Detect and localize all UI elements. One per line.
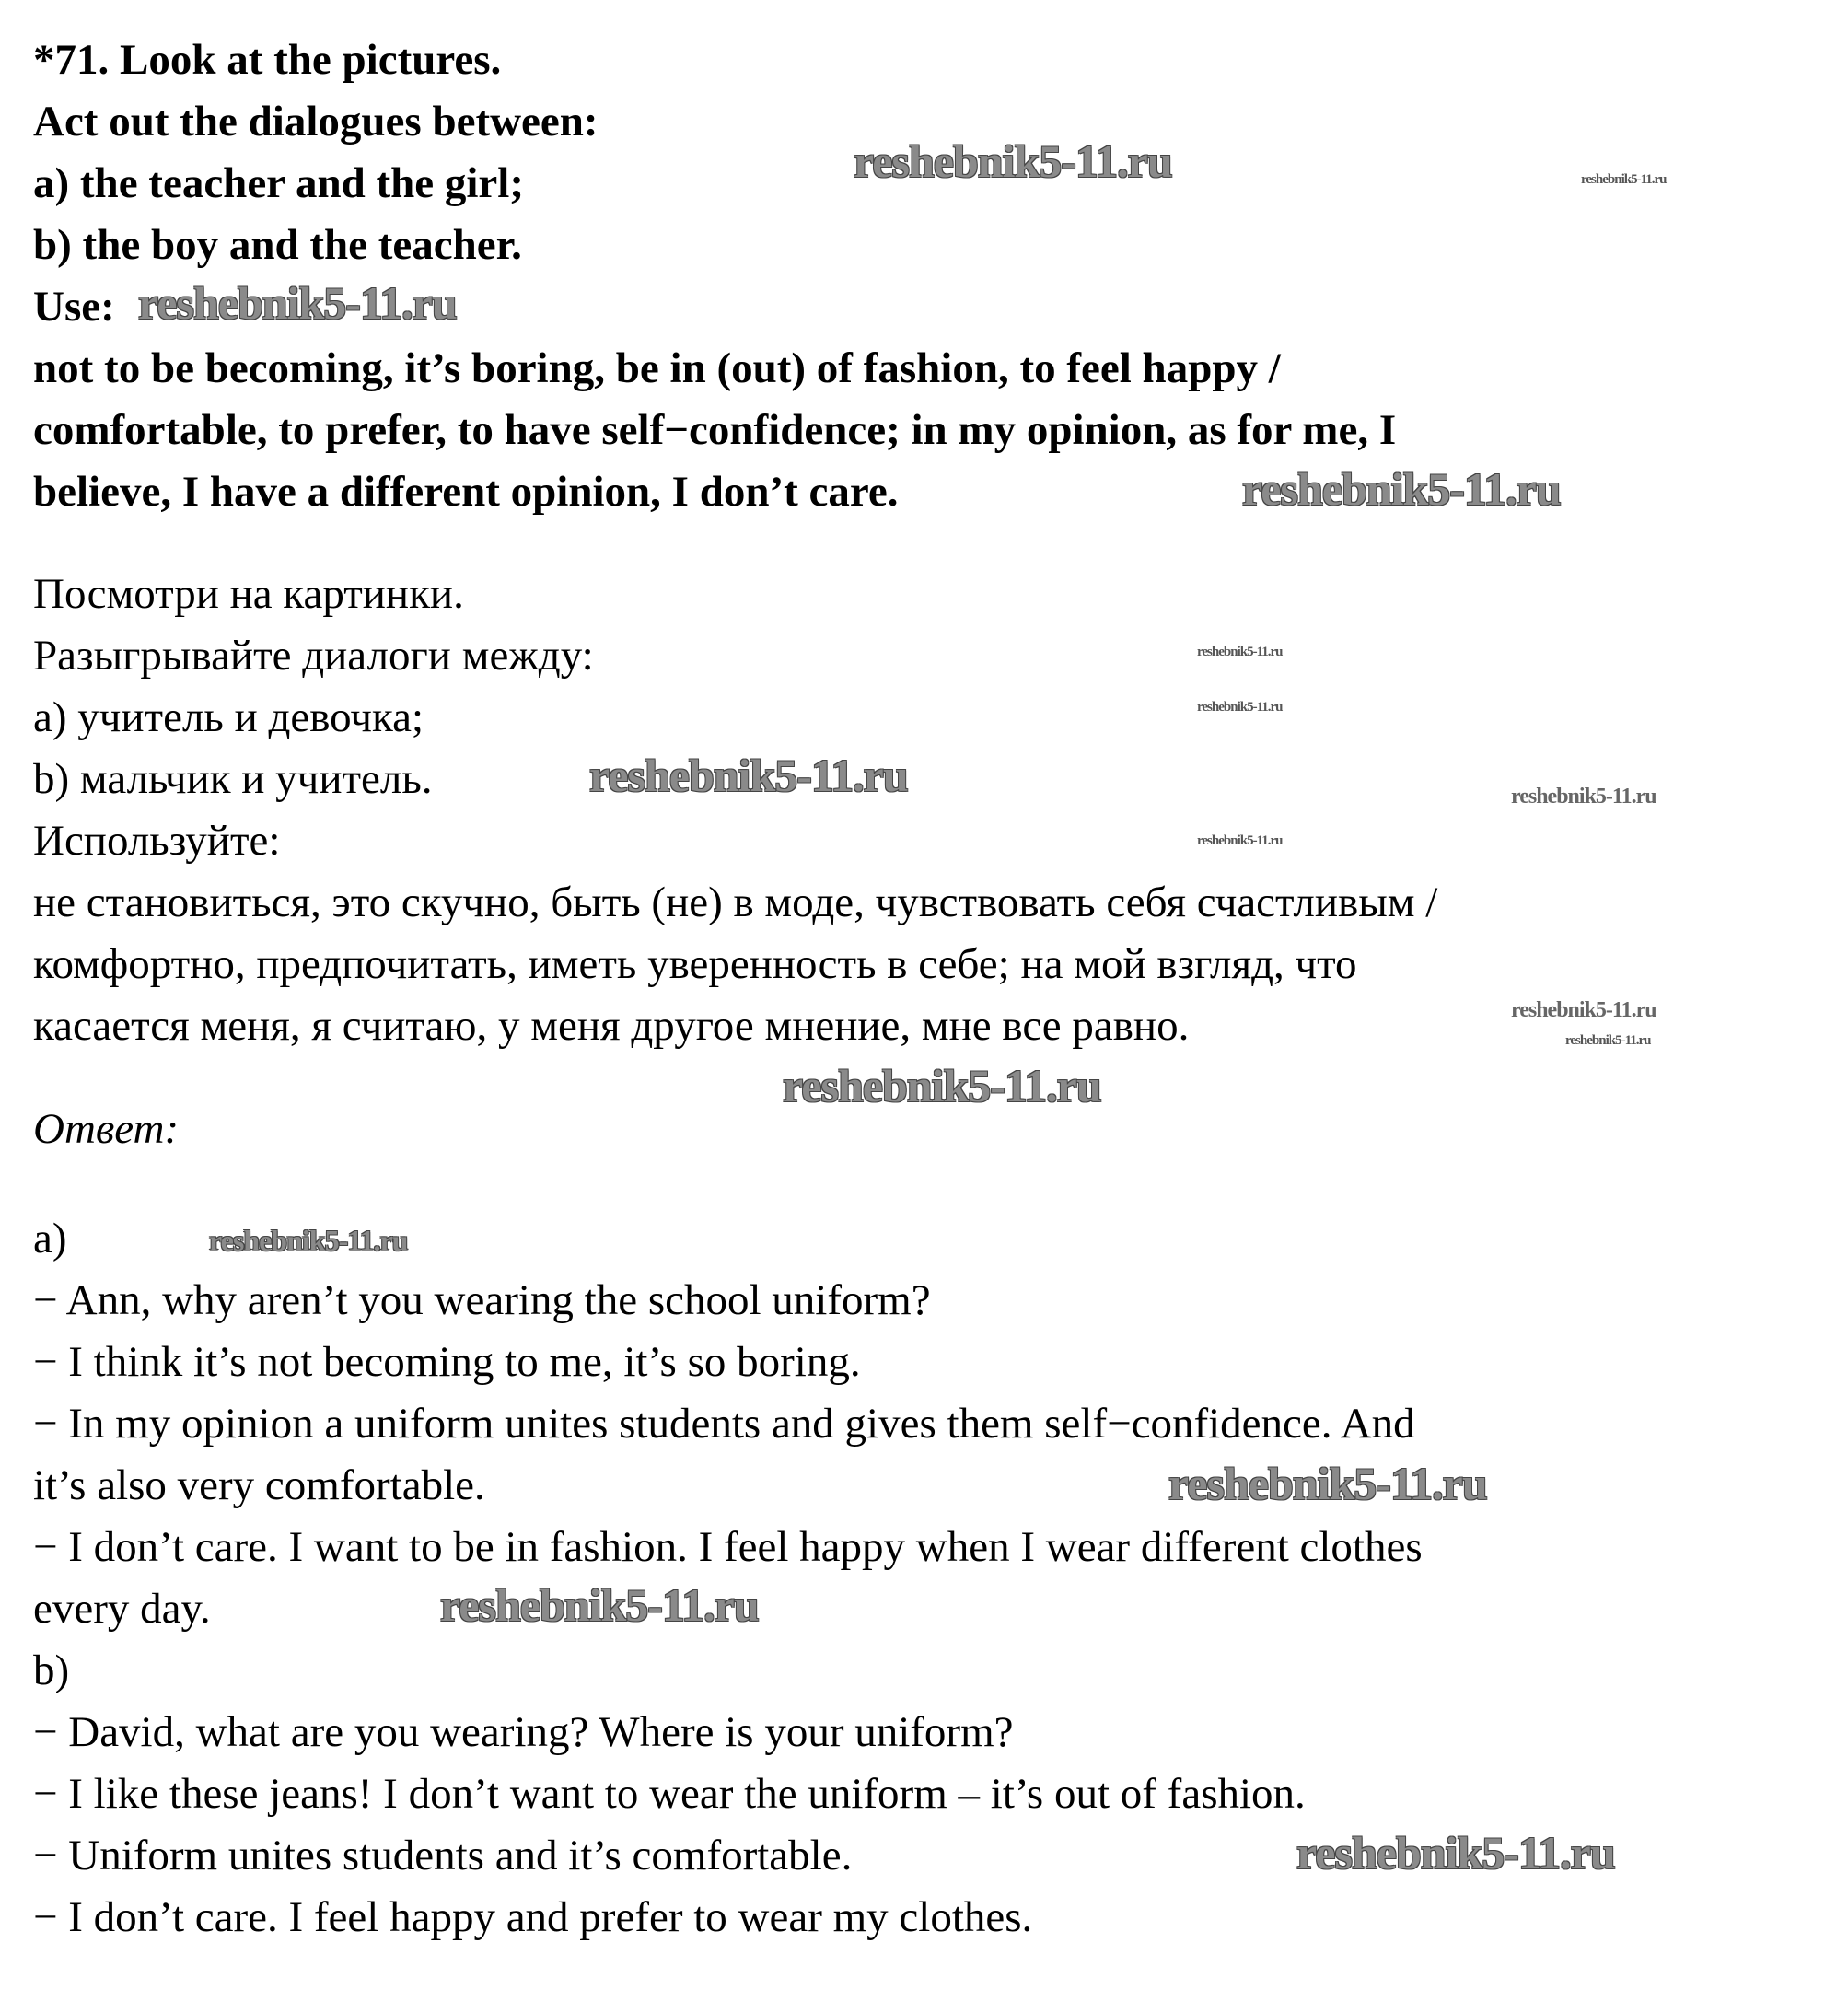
task-line: Use: [33,283,115,331]
task-line: a) the teacher and the girl; [33,159,524,207]
translation-line: b) мальчик и учитель. [33,755,433,803]
answer-line: − I think it’s not becoming to me, it’s so boring. [33,1338,861,1386]
answer-text [33,1208,1423,1949]
task-line: comfortable, to prefer, to have self−confidence; in my opinion, as for me, I [33,406,1397,454]
answer-section-a: a) [33,1215,67,1262]
answer-label: Ответ: [33,1105,180,1153]
watermark: reshebnik5-11.ru [589,750,908,801]
translation-line: Используйте: [33,817,281,865]
watermark: reshebnik5-11.ru [1197,700,1283,715]
task-line: not to be becoming, it’s boring, be in (out) of fashion, to feel happy / [33,344,1281,392]
translation-line: a) учитель и девочка; [33,693,424,741]
watermark: reshebnik5-11.ru [138,277,457,329]
task-line: believe, I have a different opinion, I don’t care. [33,468,899,516]
translation-text [33,564,1437,1057]
translation-line: Посмотри на картинки. [33,570,464,618]
watermark: reshebnik5-11.ru [209,1224,408,1257]
task-line: b) the boy and the teacher. [33,221,522,269]
watermark: reshebnik5-11.ru [783,1060,1101,1111]
answer-line: − I like these jeans! I don’t want to wear the uniform – it’s out of fashion. [33,1770,1306,1818]
watermark: reshebnik5-11.ru [1242,463,1561,515]
watermark: reshebnik5-11.ru [1581,172,1667,187]
translation-line: не становиться, это скучно, быть (не) в моде, чувствовать себя счастливым / [33,879,1438,926]
answer-line: it’s also very comfortable. [33,1461,485,1509]
watermark: reshebnik5-11.ru [440,1579,759,1631]
watermark: reshebnik5-11.ru [1197,833,1283,848]
answer-line: − I don’t care. I want to be in fashion. I feel happy when I wear different clothes [33,1523,1423,1571]
answer-line: − David, what are you wearing? Where is your uniform? [33,1708,1014,1756]
watermark: reshebnik5-11.ru [1511,998,1656,1022]
task-line: Act out the dialogues between: [33,98,599,145]
watermark: reshebnik5-11.ru [1296,1827,1615,1879]
answer-line: − Uniform unites students and it’s comfortable. [33,1832,853,1879]
answer-label-block [33,1099,179,1160]
task-text [33,29,1396,523]
watermark: reshebnik5-11.ru [854,135,1172,187]
watermark: reshebnik5-11.ru [1565,1033,1651,1048]
translation-line: касается меня, я считаю, у меня другое мнение, мне все равно. [33,1002,1190,1050]
translation-line: комфортно, предпочитать, иметь уверенность в себе; на мой взгляд, что [33,940,1357,988]
task-title: *71. Look at the pictures. [33,36,502,84]
answer-line: − I don’t care. I feel happy and prefer to wear my clothes. [33,1893,1033,1941]
watermark: reshebnik5-11.ru [1511,785,1656,809]
watermark: reshebnik5-11.ru [1168,1458,1487,1509]
translation-line: Разыгрывайте диалоги между: [33,632,594,680]
answer-line: every day. [33,1585,211,1633]
watermark: reshebnik5-11.ru [1197,645,1283,659]
answer-line: − In my opinion a uniform unites students and gives them self−confidence. And [33,1400,1415,1448]
answer-section-b: b) [33,1646,70,1694]
answer-line: − Ann, why aren’t you wearing the school uniform? [33,1276,931,1324]
